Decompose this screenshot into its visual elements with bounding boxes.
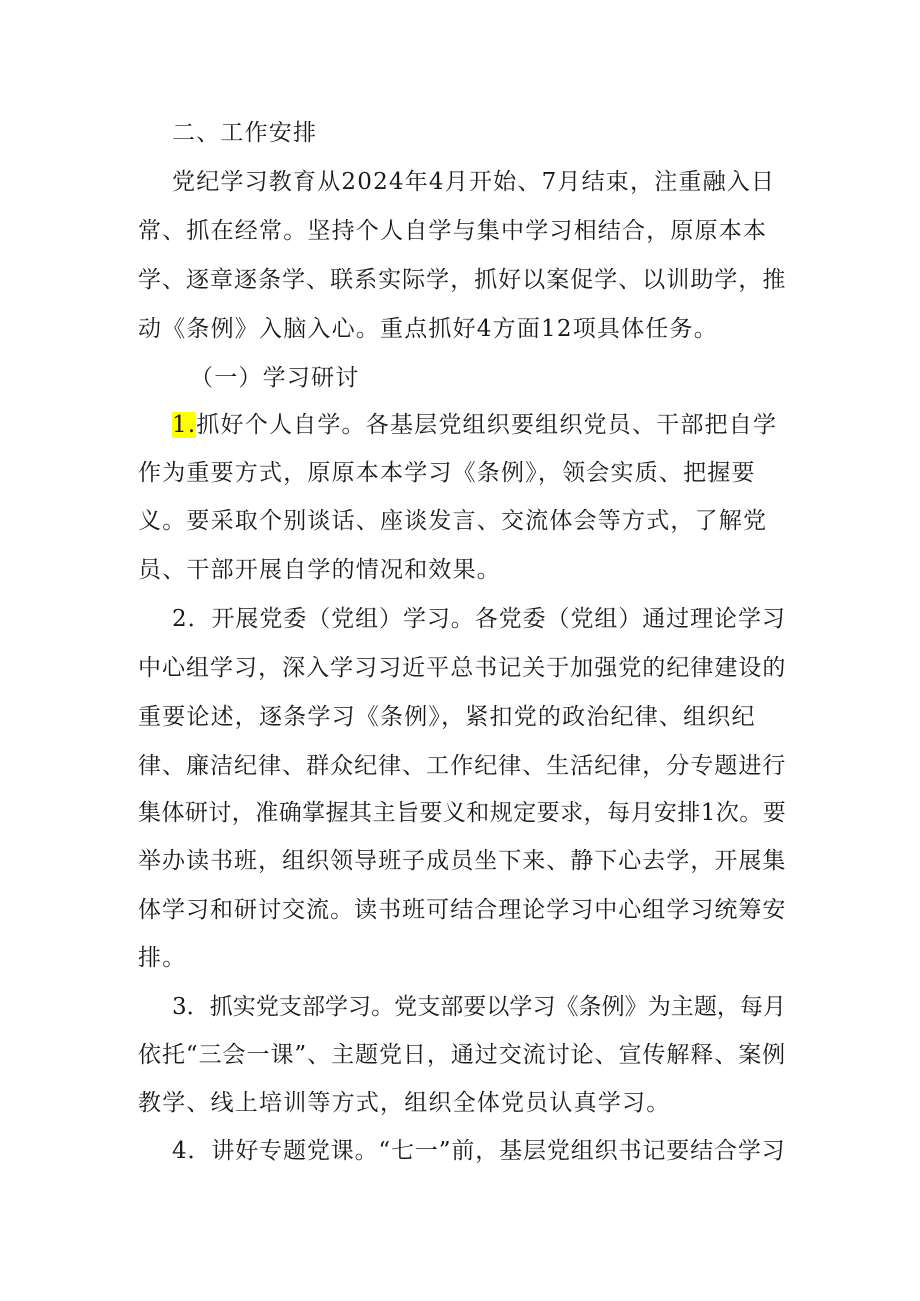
intro-line-2: 常、抓在经常。坚持个人自学与集中学习相结合，原原本本 <box>138 218 768 244</box>
item2-line-8: 排。 <box>138 945 187 971</box>
item2-line-1: 2．开展党委（党组）学习。各党委（党组）通过理论学习 <box>172 606 786 632</box>
item2-line-7: 体学习和研讨交流。读书班可结合理论学习中心组学习统筹安 <box>138 897 787 923</box>
item2-line-4: 律、廉洁纪律、群众纪律、工作纪律、生活纪律，分专题进行 <box>138 753 787 779</box>
item3-line-3: 教学、线上培训等方式，组织全体党员认真学习。 <box>138 1090 671 1116</box>
intro-line-4: 动《条例》入脑入心。重点抓好4方面12项具体任务。 <box>138 316 718 342</box>
item2-line-3: 重要论述，逐条学习《条例》，紧扣党的政治纪律、组织纪 <box>138 704 756 730</box>
item1-line-2: 作为重要方式，原原本本学习《条例》，领会实质、把握要 <box>138 460 756 486</box>
item1-line-4: 员、干部开展自学的情况和效果。 <box>138 557 501 583</box>
subheading-study-discussion: （一）学习研讨 <box>190 365 360 391</box>
item1-line-3: 义。要采取个别谈话、座谈发言、交流体会等方式，了解党 <box>138 508 768 534</box>
item4-line-1: 4．讲好专题党课。“七一”前，基层党组织书记要结合学习 <box>172 1138 786 1164</box>
item3-line-2: 依托“三会一课”、主题党日，通过交流讨论、宣传解释、案例 <box>138 1042 787 1068</box>
item1-line-1 <box>172 410 777 440</box>
item2-line-2: 中心组学习，深入学习习近平总书记关于加强党的纪律建设的 <box>138 655 787 681</box>
intro-line-1: 党纪学习教育从2024年4月开始、7月结束，注重融入日 <box>172 169 776 195</box>
intro-line-3: 学、逐章逐条学、联系实际学，抓好以案促学、以训助学，推 <box>138 267 787 293</box>
item1-number-highlight: 1. <box>172 412 197 438</box>
item2-line-5: 集体研讨，准确掌握其主旨要义和规定要求，每月安排1次。要 <box>138 800 787 826</box>
item1-line-1-text: 抓好个人自学。各基层党组织要组织党员、干部把自学 <box>196 412 778 438</box>
item2-line-6: 举办读书班，组织领导班子成员坐下来、静下心去学，开展集 <box>138 848 787 874</box>
item3-line-1: 3．抓实党支部学习。党支部要以学习《条例》为主题，每月 <box>172 994 787 1020</box>
section-heading: 二、工作安排 <box>172 120 318 146</box>
